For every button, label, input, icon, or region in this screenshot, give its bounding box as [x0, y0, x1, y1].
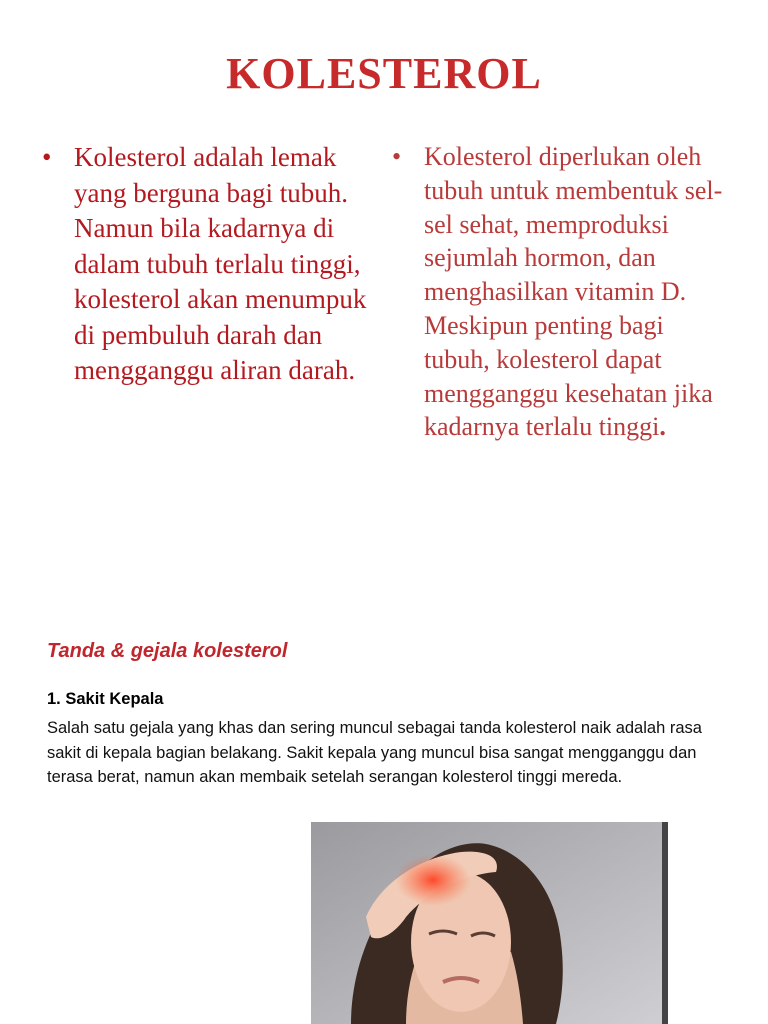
left-bullet-text: Kolesterol adalah lemak yang berguna bagi tubuh. Namun bila kadarnya di dalam tubuh terlalu tinggi, kolesterol akan menumpuk di pembuluh darah dan mengganggu aliran darah.: [74, 142, 367, 385]
page-title: KOLESTEROL: [226, 49, 542, 98]
headache-photo: [311, 822, 668, 1024]
symptom-heading: 1. Sakit Kepala: [47, 690, 164, 708]
section-heading: Tanda & gejala kolesterol: [47, 640, 288, 662]
pain-highlight: [395, 854, 471, 906]
bullet-icon: •: [392, 142, 402, 171]
left-column: [42, 140, 377, 389]
symptom-description: Salah satu gejala yang khas dan sering muncul sebagai tanda kolesterol naik adalah rasa sakit di kepala bagian belakang. Sakit kepala yang muncul bisa sangat mengganggu dan terasa berat, namun akan membaik setelah serangan kolesterol tinggi mereda.: [47, 719, 702, 786]
left-bullet-item: [42, 140, 377, 389]
right-column: [392, 140, 732, 444]
right-bullet-item: [392, 140, 732, 444]
right-bullet-text: Kolesterol diperlukan oleh tubuh untuk membentuk sel-sel sehat, memproduksi sejumlah hormon, dan menghasilkan vitamin D. Meskipun penting bagi tubuh, kolesterol dapat mengganggu kesehatan jika kadarnya terlalu tinggi: [424, 142, 723, 442]
bullet-icon: •: [42, 142, 52, 172]
woman-headache-illustration: [311, 822, 662, 1024]
right-bullet-end-mark: .: [659, 412, 666, 442]
